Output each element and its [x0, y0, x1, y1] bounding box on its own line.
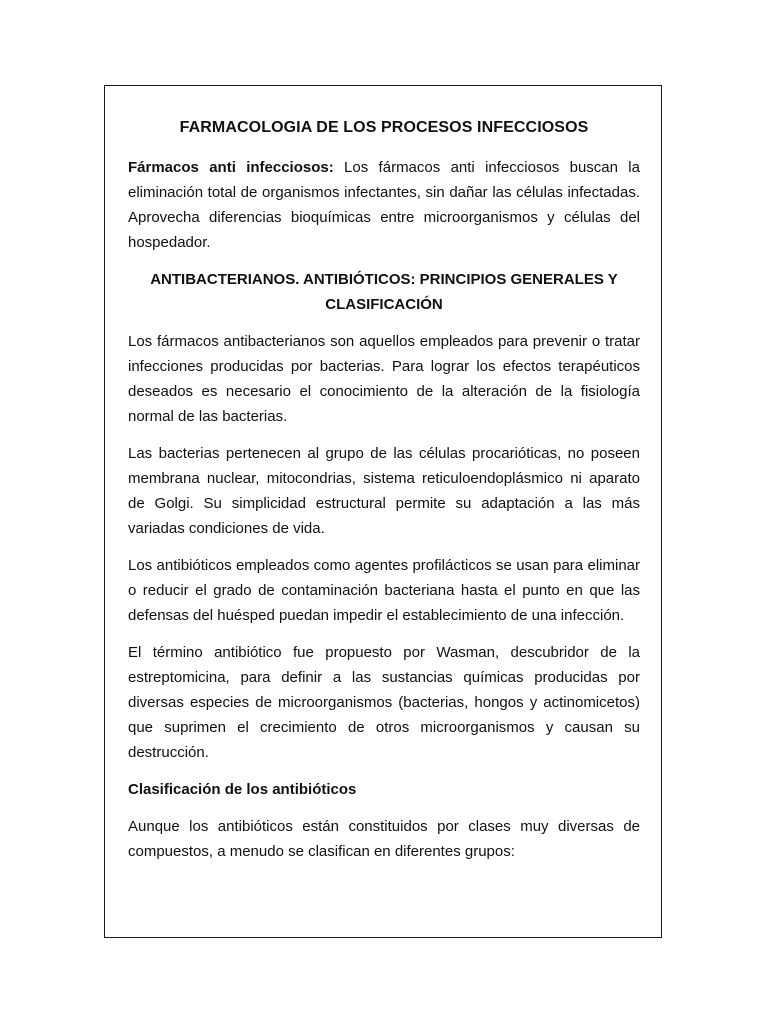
paragraph-4: El término antibiótico fue propuesto por Wasman, descubridor de la estreptomicina, para definir a las sustancias químicas producidas por diversas especies de microorganismos (bacterias, hongos y actinomicetos) que suprimen el crecimiento de otros microorganismos y causan su destrucción.	[128, 644, 640, 762]
paragraph-3: Los antibióticos empleados como agentes profilácticos se usan para eliminar o reducir el grado de contaminación bacteriana hasta el punto en que las defensas del huésped puedan impedir el establecimiento de una infección.	[128, 557, 640, 625]
intro-lead: Fármacos anti infecciosos:	[128, 159, 334, 177]
classification-subheading: Clasificación de los antibióticos	[128, 781, 357, 799]
paragraph-1: Los fármacos antibacterianos son aquellos empleados para prevenir o tratar infecciones producidas por bacterias. Para lograr los efectos terapéuticos deseados es necesario el conocimiento de la alteración de la fisiología normal de las bacterias.	[128, 333, 640, 426]
document-content	[128, 118, 640, 876]
intro-text: Los fármacos anti infecciosos buscan la eliminación total de organismos infectantes, sin dañar las células infectadas. Aprovecha diferencias bioquímicas entre microorganismos y células del hospedador.	[128, 159, 640, 252]
intro-paragraph	[128, 155, 640, 255]
paragraph-2: Las bacterias pertenecen al grupo de las células procarióticas, no poseen membrana nuclear, mitocondrias, sistema reticuloendoplásmico ni aparato de Golgi. Su simplicidad estructural permite su adaptación a las más variadas condiciones de vida.	[128, 445, 640, 538]
document-title: FARMACOLOGIA DE LOS PROCESOS INFECCIOSOS	[179, 119, 589, 136]
section-heading: ANTIBACTERIANOS. ANTIBIÓTICOS: PRINCIPIOS GENERALES Y CLASIFICACIÓN	[150, 271, 618, 314]
closing-paragraph: Aunque los antibióticos están constituidos por clases muy diversas de compuestos, a menudo se clasifican en diferentes grupos:	[128, 818, 640, 861]
